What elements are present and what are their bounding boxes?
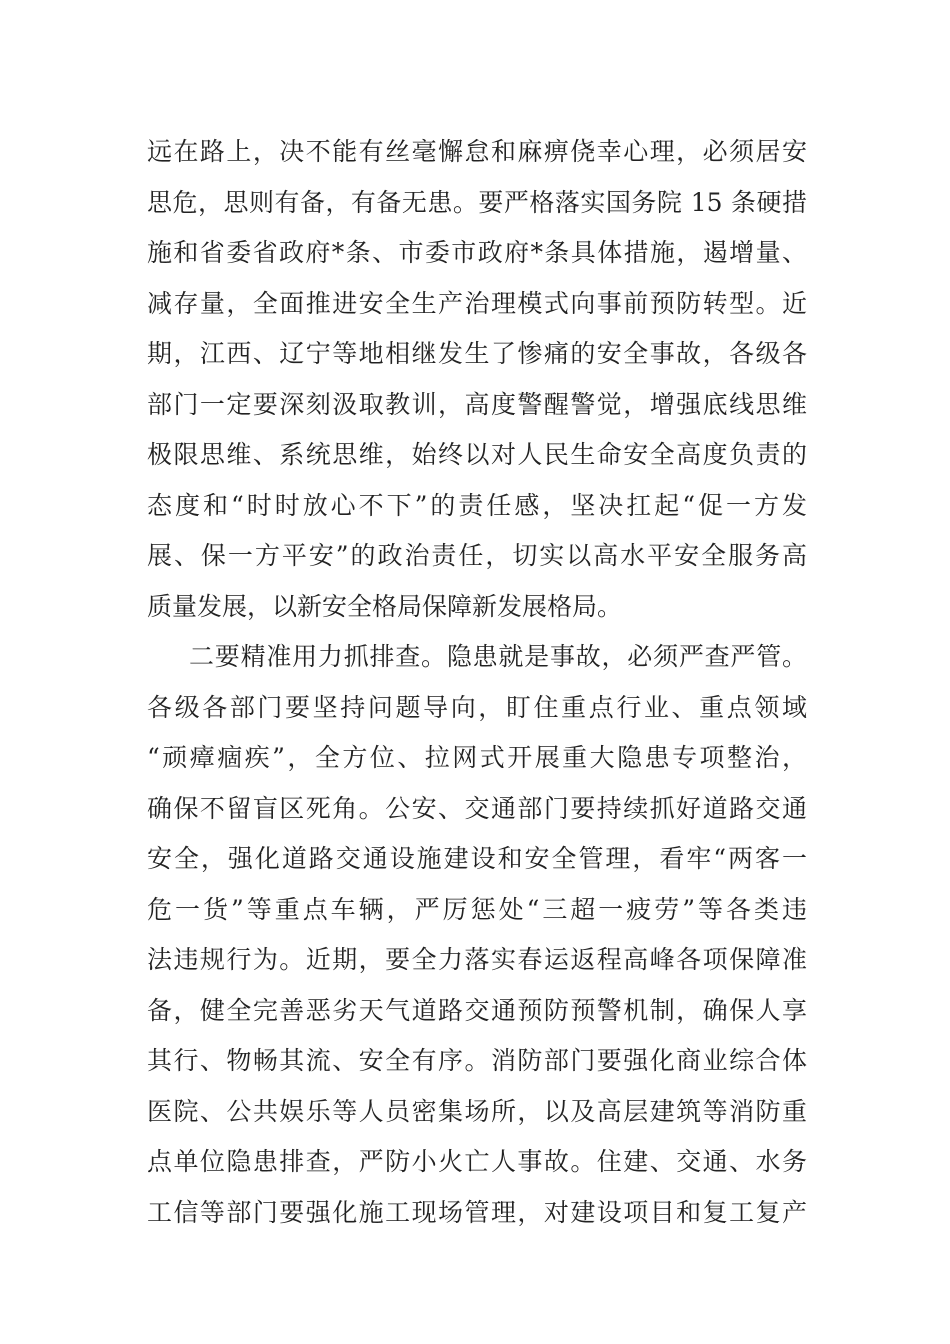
text-line: 展、保一方平安”的政治责任，切实以高水平安全服务高 bbox=[147, 541, 807, 570]
text-line: 减存量，全面推进安全生产治理模式向事前预防转型。近 bbox=[147, 288, 807, 318]
text-line: 确保不留盲区死角。公安、交通部门要持续抓好道路交通 bbox=[147, 793, 807, 823]
body-text bbox=[147, 127, 807, 1238]
text-line: 危一货”等重点车辆，严厉惩处“三超一疲劳”等各类违 bbox=[147, 894, 807, 924]
text-line: 医院、公共娱乐等人员密集场所，以及高层建筑等消防重 bbox=[147, 1096, 807, 1126]
text-line: 安全，强化道路交通设施建设和安全管理，看牢“两客一 bbox=[147, 844, 807, 873]
paragraph-1 bbox=[147, 127, 807, 632]
text-line: 态度和“时时放心不下”的责任感，坚决扛起“促一方发 bbox=[147, 490, 807, 520]
text-line: 工信等部门要强化施工现场管理，对建设项目和复工复产 bbox=[147, 1197, 807, 1227]
text-line: 各级各部门要坚持问题导向，盯住重点行业、重点领域 bbox=[147, 692, 807, 722]
text-line: 施和省委省政府*条、市委市政府*条具体措施，遏增量、 bbox=[147, 238, 807, 267]
text-line: 其行、物畅其流、安全有序。消防部门要强化商业综合体 bbox=[147, 1046, 807, 1075]
text-line: 点单位隐患排查，严防小火亡人事故。住建、交通、水务 bbox=[147, 1147, 807, 1176]
text-line: 极限思维、系统思维，始终以对人民生命安全高度负责的 bbox=[147, 440, 807, 469]
paragraph-2 bbox=[147, 632, 807, 1238]
text-line: 二要精准用力抓排查。隐患就是事故，必须严查严管。 bbox=[189, 642, 807, 671]
text-line: 思危，思则有备，有备无患。要严格落实国务院 15 条硬措 bbox=[147, 187, 807, 217]
text-line: 备，健全完善恶劣天气道路交通预防预警机制，确保人享 bbox=[147, 995, 807, 1025]
text-line: 远在路上，决不能有丝毫懈怠和麻痹侥幸心理，必须居安 bbox=[147, 137, 807, 166]
text-line: 法违规行为。近期，要全力落实春运返程高峰各项保障准 bbox=[147, 945, 807, 974]
text-line: “顽瘴痼疾”，全方位、拉网式开展重大隐患专项整治， bbox=[147, 743, 807, 772]
text-line: 期，江西、辽宁等地相继发生了惨痛的安全事故，各级各 bbox=[147, 339, 807, 368]
text-line: 部门一定要深刻汲取教训，高度警醒警觉，增强底线思维 bbox=[147, 389, 807, 419]
text-line: 质量发展，以新安全格局保障新发展格局。 bbox=[147, 591, 623, 621]
